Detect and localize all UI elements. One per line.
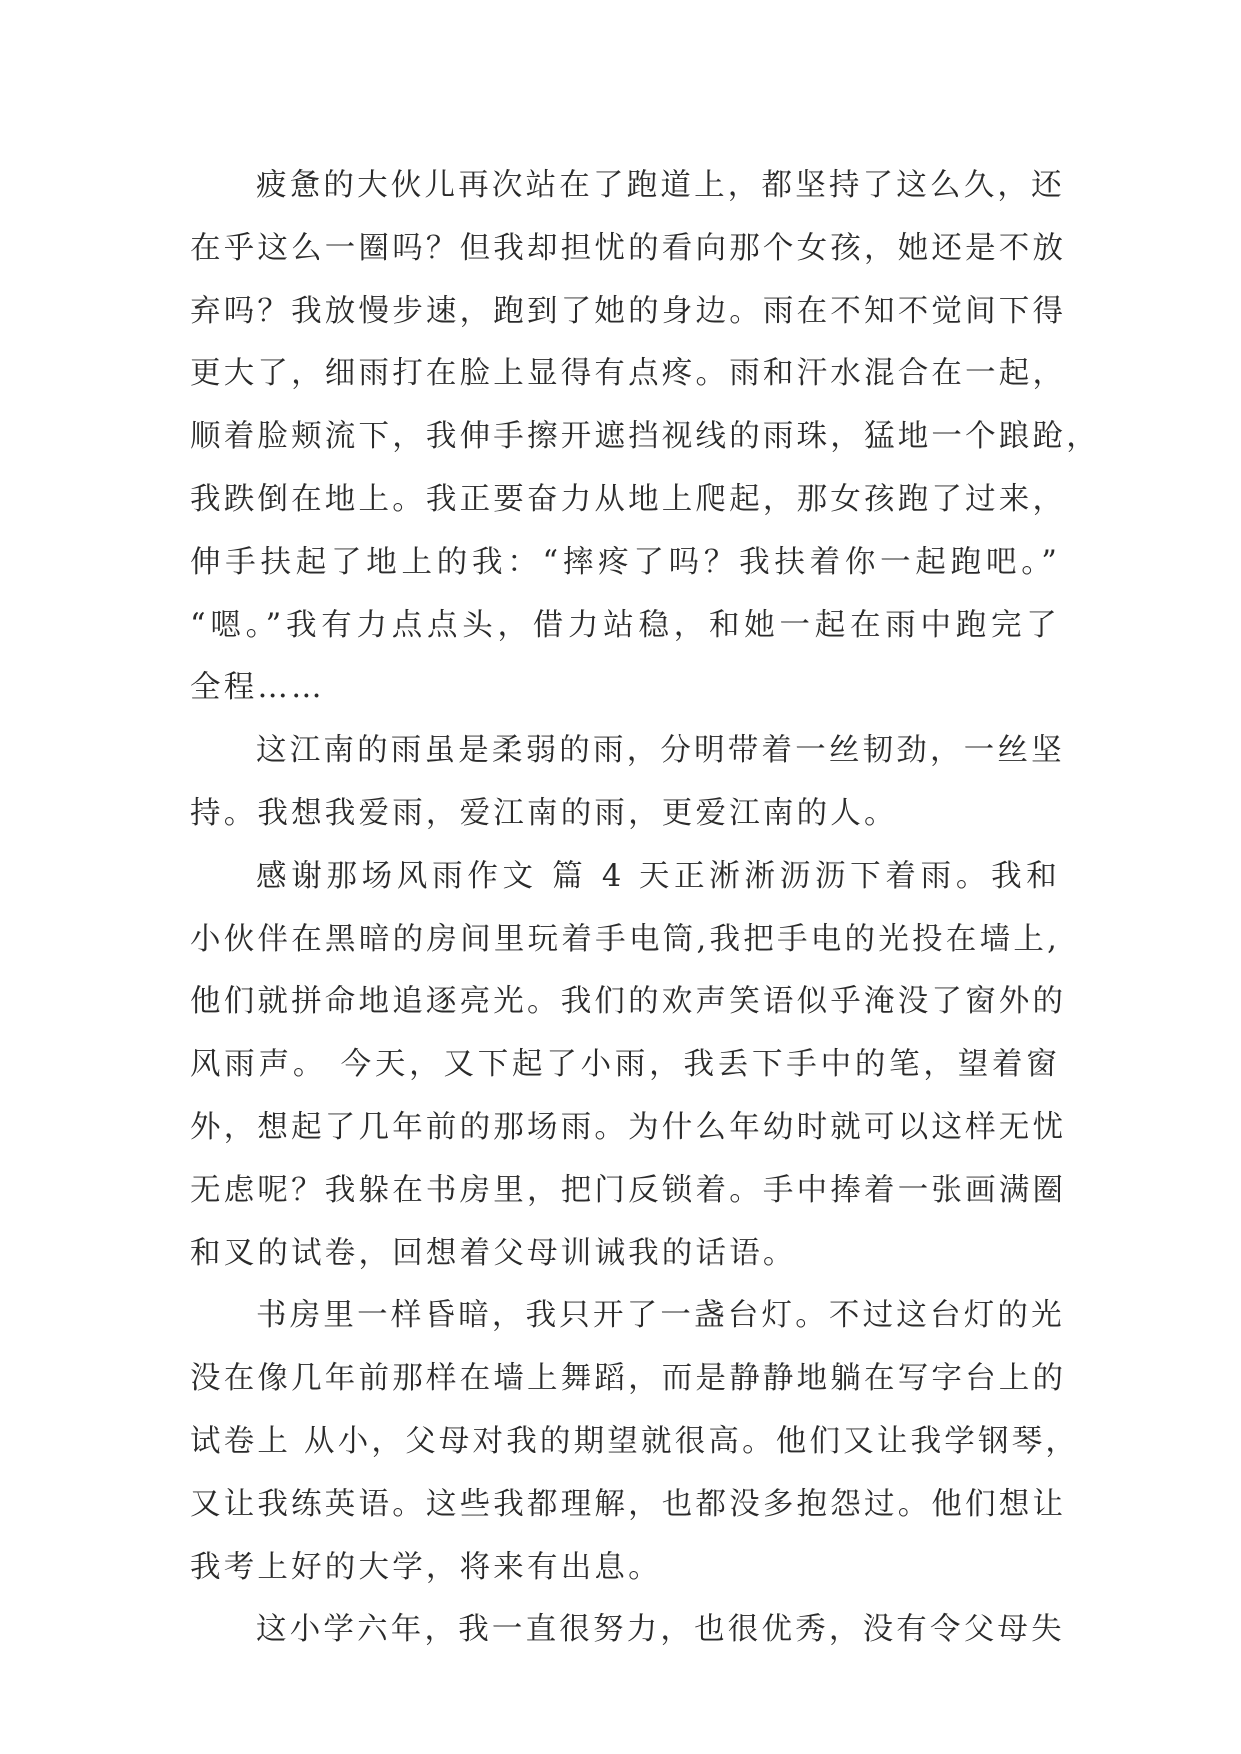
paragraph — [190, 720, 1065, 846]
text-line: 试卷上 从小，父母对我的期望就很高。他们又让我学钢琴， — [190, 1423, 1080, 1459]
text-line: 我考上好的大学，将来有出息。 — [190, 1549, 662, 1585]
text-line: 全程…… — [190, 670, 325, 706]
text-line: 弃吗？我放慢步速，跑到了她的身边。雨在不知不觉间下得 — [190, 293, 1067, 329]
text-line: 疲惫的大伙儿再次站在了跑道上，都坚持了这么久，还 — [256, 168, 1065, 203]
text-line: 外，想起了几年前的那场雨。为什么年幼时就可以这样无忧 — [190, 1109, 1067, 1145]
text-line: 他们就拼命地追逐亮光。我们的欢声笑语似乎淹没了窗外的 — [190, 984, 1067, 1020]
paragraph — [190, 1599, 1065, 1662]
text-line: “嗯。”我有力点点头，借力站稳，和她一起在雨中跑完了 — [190, 607, 1060, 643]
text-line: 无虑呢？我躲在书房里，把门反锁着。手中捧着一张画满圈 — [190, 1172, 1067, 1208]
text-line: 没在像几年前那样在墙上舞蹈，而是静静地躺在写字台上的 — [190, 1361, 1067, 1397]
text-line: 感谢那场风雨作文 篇 4 天正淅淅沥沥下着雨。我和 — [256, 858, 1060, 894]
text-line: 伸手扶起了地上的我：“摔疼了吗？我扶着你一起跑吧。” — [190, 544, 1060, 580]
text-line: 风雨声。 今天，又下起了小雨，我丢下手中的笔，望着窗 — [190, 1047, 1060, 1083]
paragraph — [190, 155, 1100, 720]
text-line: 顺着脸颊流下，我伸手擦开遮挡视线的雨珠，猛地一个踉跄， — [190, 419, 1100, 455]
document-page — [190, 155, 1100, 1662]
text-line: 持。我想我爱雨，爱江南的雨，更爱江南的人。 — [190, 795, 898, 831]
text-line: 和叉的试卷，回想着父母训诫我的话语。 — [190, 1235, 797, 1271]
text-line: 在乎这么一圈吗？但我却担忧的看向那个女孩，她还是不放 — [190, 230, 1067, 266]
text-line: 这江南的雨虽是柔弱的雨，分明带着一丝韧劲，一丝坚 — [256, 733, 1065, 769]
text-line: 更大了，细雨打在脸上显得有点疼。雨和汗水混合在一起， — [190, 356, 1067, 392]
text-line: 小伙伴在黑暗的房间里玩着手电筒,我把手电的光投在墙上, — [190, 921, 1060, 957]
text-line: 书房里一样昏暗，我只开了一盏台灯。不过这台灯的光 — [256, 1298, 1065, 1334]
text-line: 我跌倒在地上。我正要奋力从地上爬起，那女孩跑了过来， — [190, 481, 1067, 517]
paragraph — [190, 1285, 1080, 1599]
text-line: 这小学六年，我一直很努力，也很优秀，没有令父母失 — [256, 1612, 1065, 1648]
paragraph — [190, 846, 1067, 1286]
text-line: 又让我练英语。这些我都理解，也都没多抱怨过。他们想让 — [190, 1486, 1067, 1522]
